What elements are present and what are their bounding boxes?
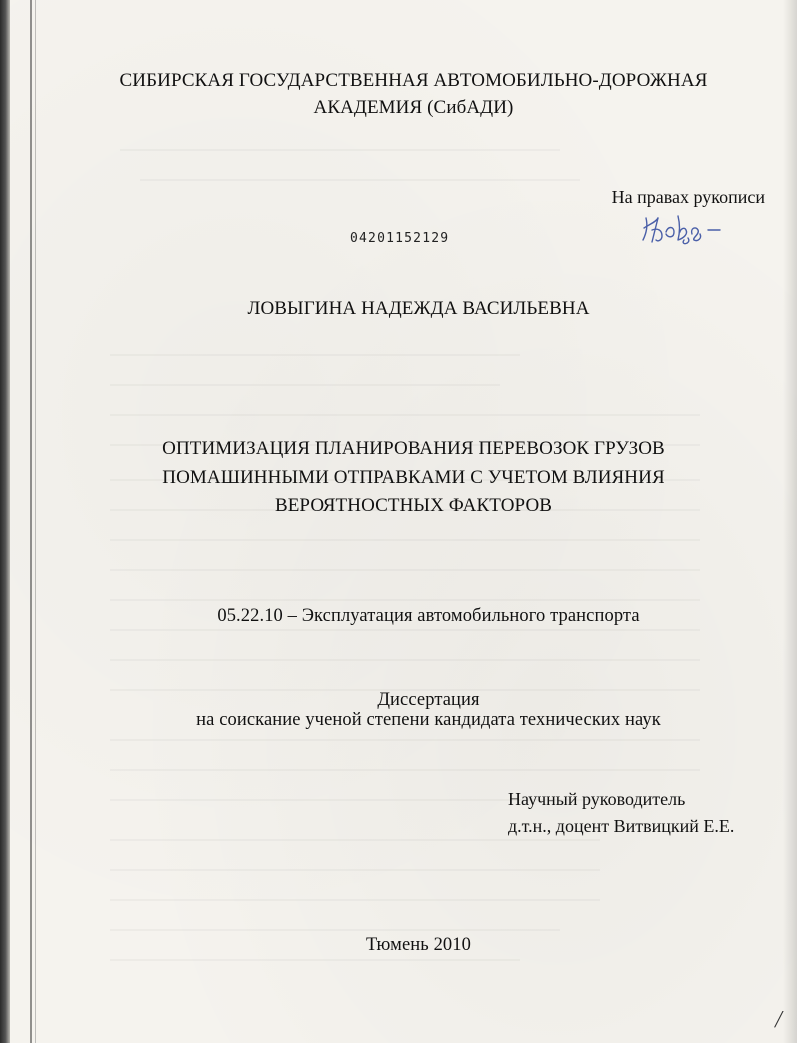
scan-edge-right	[783, 0, 797, 1043]
dissertation-title-line-3: ВЕРОЯТНОСТНЫХ ФАКТОРОВ	[274, 495, 553, 516]
author-name: ЛОВЫГИНА НАДЕЖДА ВАСИЛЬЕВНА	[247, 298, 590, 319]
degree-sought: на соискание ученой степени кандидата технических наук	[196, 710, 661, 730]
scan-binding-line-secondary	[35, 0, 36, 1043]
supervisor-name: д.т.н., доцент Витвицкий Е.Е.	[508, 816, 735, 836]
institution-name-line-1: СИБИРСКАЯ ГОСУДАРСТВЕННАЯ АВТОМОБИЛЬНО-ДОРОЖНАЯ	[119, 70, 708, 91]
dissertation-title-line-1: ОПТИМИЗАЦИЯ ПЛАНИРОВАНИЯ ПЕРЕВОЗОК ГРУЗОВ	[162, 438, 665, 459]
document-type: Диссертация	[377, 690, 480, 710]
scan-binding-line	[30, 0, 32, 1043]
handwritten-signature	[640, 208, 724, 248]
specialty-code: 05.22.10 – Эксплуатация автомобильного транспорта	[217, 606, 640, 626]
catalog-code: 04201152129	[350, 231, 450, 246]
institution-name-line-2: АКАДЕМИЯ (СибАДИ)	[313, 97, 514, 118]
scan-edge-left	[0, 0, 10, 1043]
corner-scan-mark: ╱	[774, 1013, 783, 1028]
dissertation-title-line-2: ПОМАШИННЫМИ ОТПРАВКАМИ С УЧЕТОМ ВЛИЯНИЯ	[162, 467, 665, 488]
supervisor-label: Научный руководитель	[508, 789, 686, 809]
city-and-year: Тюмень 2010	[366, 935, 471, 955]
manuscript-rights-notice: На правах рукописи	[611, 187, 765, 207]
